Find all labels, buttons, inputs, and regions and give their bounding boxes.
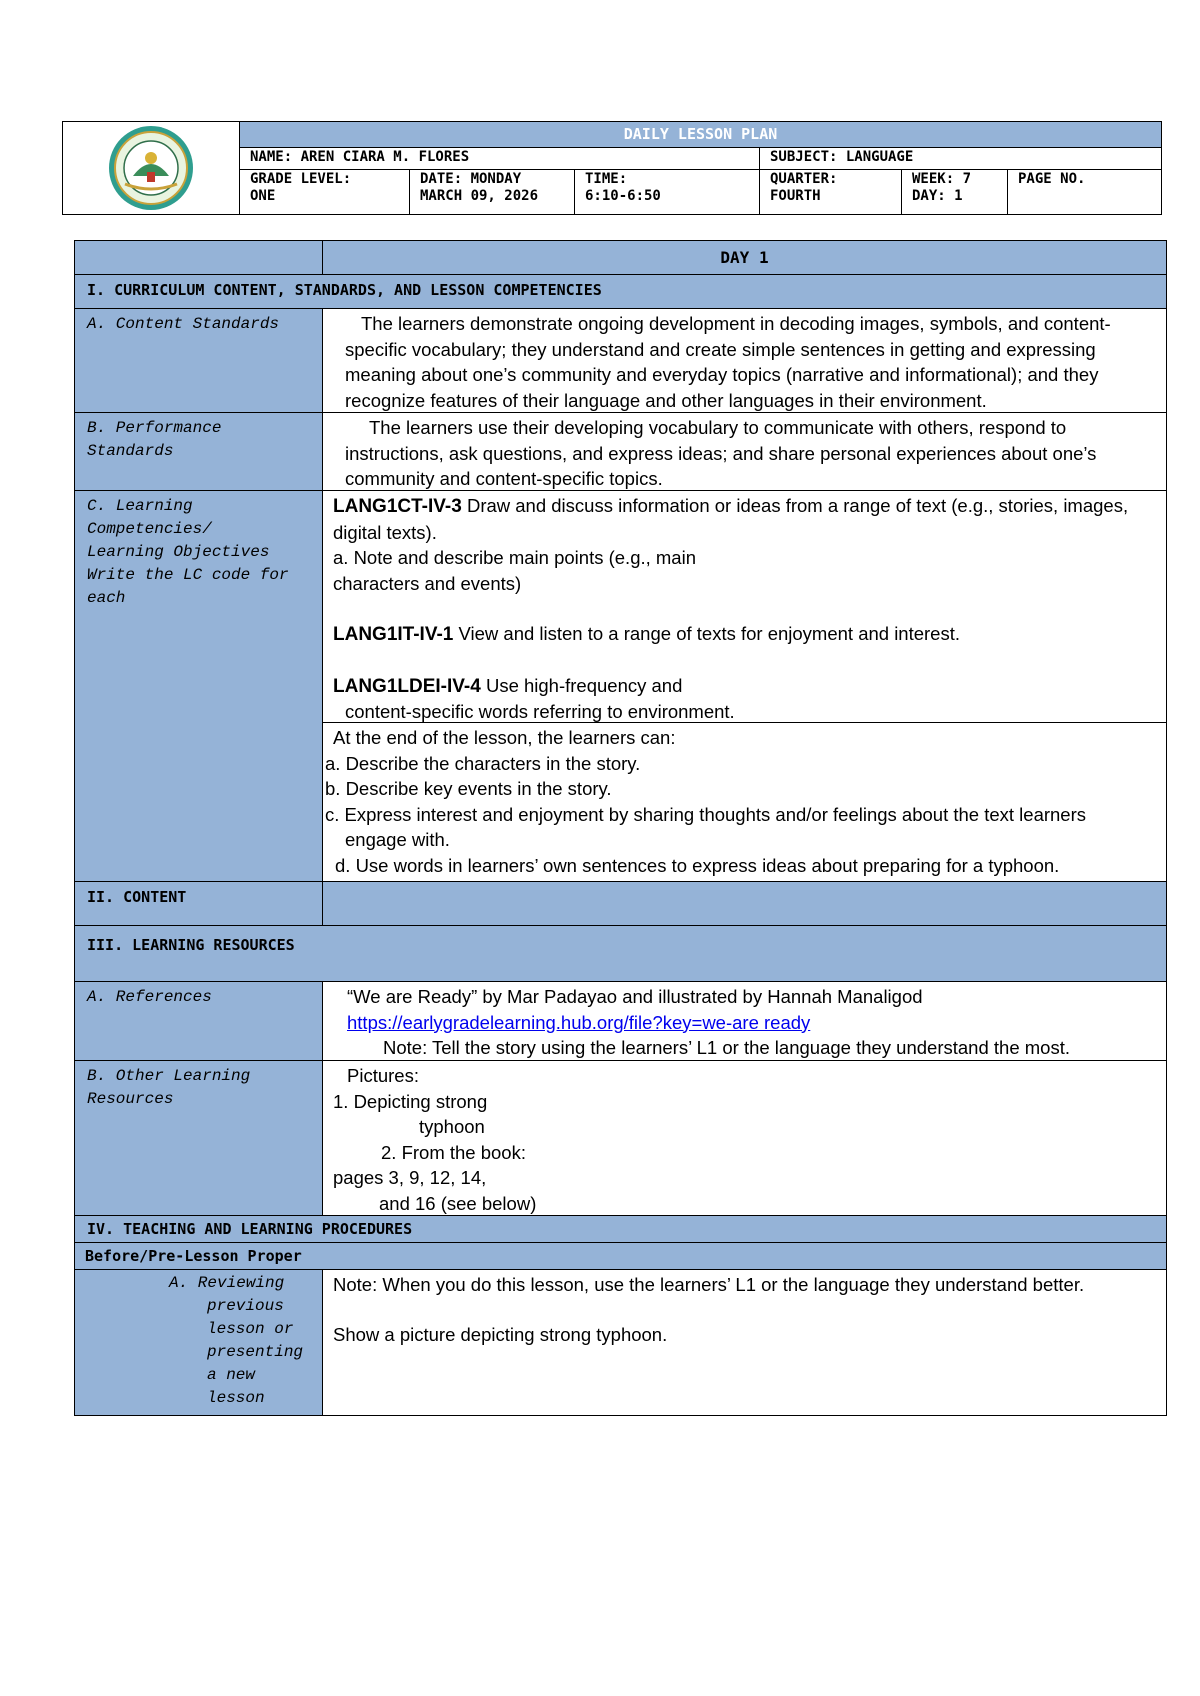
grade-level-label: GRADE LEVEL:	[250, 171, 352, 187]
grade-level	[240, 170, 410, 214]
header-title: DAILY LESSON PLAN	[623, 125, 778, 143]
label-line: a new	[207, 1366, 256, 1384]
label-line: A. Reviewing	[169, 1274, 285, 1292]
logo-cell	[63, 122, 240, 214]
week-day	[902, 170, 1008, 214]
section2-row	[75, 882, 1166, 926]
header-details-row	[240, 170, 1161, 214]
day-heading: DAY 1	[323, 241, 1166, 274]
review-instruction: Show a picture depicting strong typhoon.	[333, 1323, 668, 1345]
lc-text: Use high-frequency and	[480, 674, 683, 696]
other-resources	[323, 1061, 1166, 1215]
performance-standards-line: The learners use their developing vocabulary to communicate with others, respond to	[369, 417, 1067, 438]
competencies-row	[75, 491, 1166, 882]
content-standards-label: A. Content Standards	[75, 309, 323, 412]
label-line: C. Learning	[87, 497, 193, 515]
references-row	[75, 982, 1166, 1061]
time-value: 6:10-6:50	[585, 188, 661, 204]
reference-note: Note: Tell the story using the learners’ L1 or the language they understand the most.	[383, 1037, 1070, 1058]
review-note: Note: When you do this lesson, use the learners’ L1 or the language they understand better.	[333, 1274, 1085, 1295]
other-resources-label	[75, 1061, 323, 1215]
day-row	[75, 241, 1166, 275]
time	[575, 170, 760, 214]
time-label: TIME:	[585, 171, 628, 187]
header-title-row	[240, 122, 1161, 148]
school-seal-icon	[63, 122, 239, 214]
section1-heading: I. CURRICULUM CONTENT, STANDARDS, AND LESSON COMPETENCIES	[87, 281, 602, 299]
section3-heading: III. LEARNING RESOURCES	[87, 936, 295, 954]
section2-heading: II. CONTENT	[75, 882, 323, 925]
lc-code: LANG1CT-IV-3	[333, 496, 462, 517]
teacher-name: NAME: AREN CIARA M. FLORES	[240, 148, 760, 169]
label-line: Standards	[87, 442, 174, 460]
reference-link[interactable]: https://earlygradelearning.hub.org/file?key=we-are ready	[347, 1011, 811, 1033]
label-line: previous	[207, 1297, 284, 1315]
resource-line: 1. Depicting strong	[333, 1090, 488, 1112]
lc-text: content-specific words referring to environment.	[345, 701, 735, 722]
content-standards-line: meaning about one’s community and everyday topics (narrative and informational); and they	[345, 364, 1099, 385]
content-standards-line: recognize features of their language and other languages in their environment.	[345, 389, 987, 411]
lc-text: characters and events)	[333, 572, 522, 594]
date-value: MARCH 09, 2026	[420, 188, 539, 204]
section4-heading: IV. TEACHING AND LEARNING PROCEDURES	[87, 1220, 413, 1238]
lc-text: View and listen to a range of texts for enjoyment and interest.	[453, 623, 961, 644]
quarter	[760, 170, 902, 214]
lc-text: a. Note and describe main points (e.g., main	[333, 547, 696, 568]
reviewing-label	[75, 1270, 323, 1415]
performance-standards-line: community and content-specific topics.	[345, 468, 663, 489]
objective-line: engage with.	[345, 829, 450, 850]
label-line: lesson or	[207, 1320, 294, 1338]
resource-line: 2. From the book:	[381, 1141, 526, 1163]
objective-line: c. Express interest and enjoyment by sharing thoughts and/or feelings about the text learners	[325, 803, 1087, 825]
lc-code: LANG1LDEI-IV-4	[333, 675, 481, 697]
reviewing-row	[75, 1270, 1166, 1416]
objective-line: b. Describe key events in the story.	[325, 778, 612, 799]
performance-standards	[323, 413, 1166, 490]
content-standards-line: specific vocabulary; they understand and create simple sentences in getting and expressing	[345, 338, 1096, 360]
references-label: A. References	[75, 982, 323, 1060]
performance-standards-row	[75, 413, 1166, 491]
lc-code: LANG1IT-IV-1	[333, 624, 454, 645]
lesson-plan-table	[74, 240, 1167, 1416]
content-standards-line: The learners demonstrate ongoing development in decoding images, symbols, and content-	[361, 313, 1111, 334]
lesson-plan-header	[62, 121, 1162, 215]
label-line: presenting	[207, 1343, 304, 1361]
quarter-label: QUARTER:	[770, 171, 838, 187]
label-line: lesson	[207, 1389, 265, 1407]
reference-title: “We are Ready” by Mar Padayao and illustrated by Hannah Manaligod	[347, 986, 923, 1007]
section3-heading-row	[75, 926, 1166, 982]
label-line: each	[87, 589, 126, 607]
week: WEEK: 7	[912, 171, 972, 187]
resource-line: typhoon	[419, 1116, 485, 1137]
label-line: Resources	[87, 1090, 174, 1108]
header-name-row	[240, 148, 1161, 170]
objective-line: At the end of the lesson, the learners can:	[333, 727, 676, 748]
performance-standards-label	[75, 413, 323, 490]
reviewing-content	[323, 1270, 1166, 1415]
date-label: DATE: MONDAY	[420, 171, 522, 187]
label-line: B. Other Learning	[87, 1067, 251, 1085]
label-line: Learning Objectives	[87, 543, 270, 561]
resource-line: and 16 (see below)	[379, 1192, 537, 1214]
references	[323, 982, 1166, 1060]
resource-line: pages 3, 9, 12, 14,	[333, 1167, 487, 1188]
competencies-label	[75, 491, 323, 881]
label-line: Write the LC code for	[87, 566, 289, 584]
competencies-content	[323, 491, 1166, 881]
content-standards-row	[75, 309, 1166, 413]
grade-level-value: ONE	[250, 188, 276, 204]
section1-heading-row	[75, 275, 1166, 309]
lesson-objectives	[323, 723, 1166, 880]
prelesson-heading: Before/Pre-Lesson Proper	[85, 1247, 302, 1265]
day: DAY: 1	[912, 188, 963, 204]
content-standards	[323, 309, 1166, 412]
date	[410, 170, 575, 214]
performance-standards-line: instructions, ask questions, and express ideas; and share personal experiences about one’s	[345, 442, 1097, 464]
other-resources-row	[75, 1061, 1166, 1216]
resource-line: Pictures:	[347, 1065, 419, 1086]
label-line: B. Performance	[87, 419, 222, 437]
subject: SUBJECT: LANGUAGE	[770, 149, 914, 165]
quarter-value: FOURTH	[770, 188, 821, 204]
objective-line: d. Use words in learners’ own sentences to express ideas about preparing for a typhoon.	[335, 854, 1060, 876]
lc-text: digital texts).	[333, 521, 437, 543]
day-row-blank	[75, 241, 323, 274]
learning-competencies	[323, 491, 1166, 723]
page-number: PAGE NO.	[1018, 171, 1086, 187]
section4-heading-row	[75, 1216, 1166, 1243]
label-line: Competencies/	[87, 520, 212, 538]
objective-line: a. Describe the characters in the story.	[325, 752, 641, 774]
lc-text: Draw and discuss information or ideas from a range of text (e.g., stories, images,	[461, 495, 1129, 516]
prelesson-heading-row	[75, 1243, 1166, 1270]
